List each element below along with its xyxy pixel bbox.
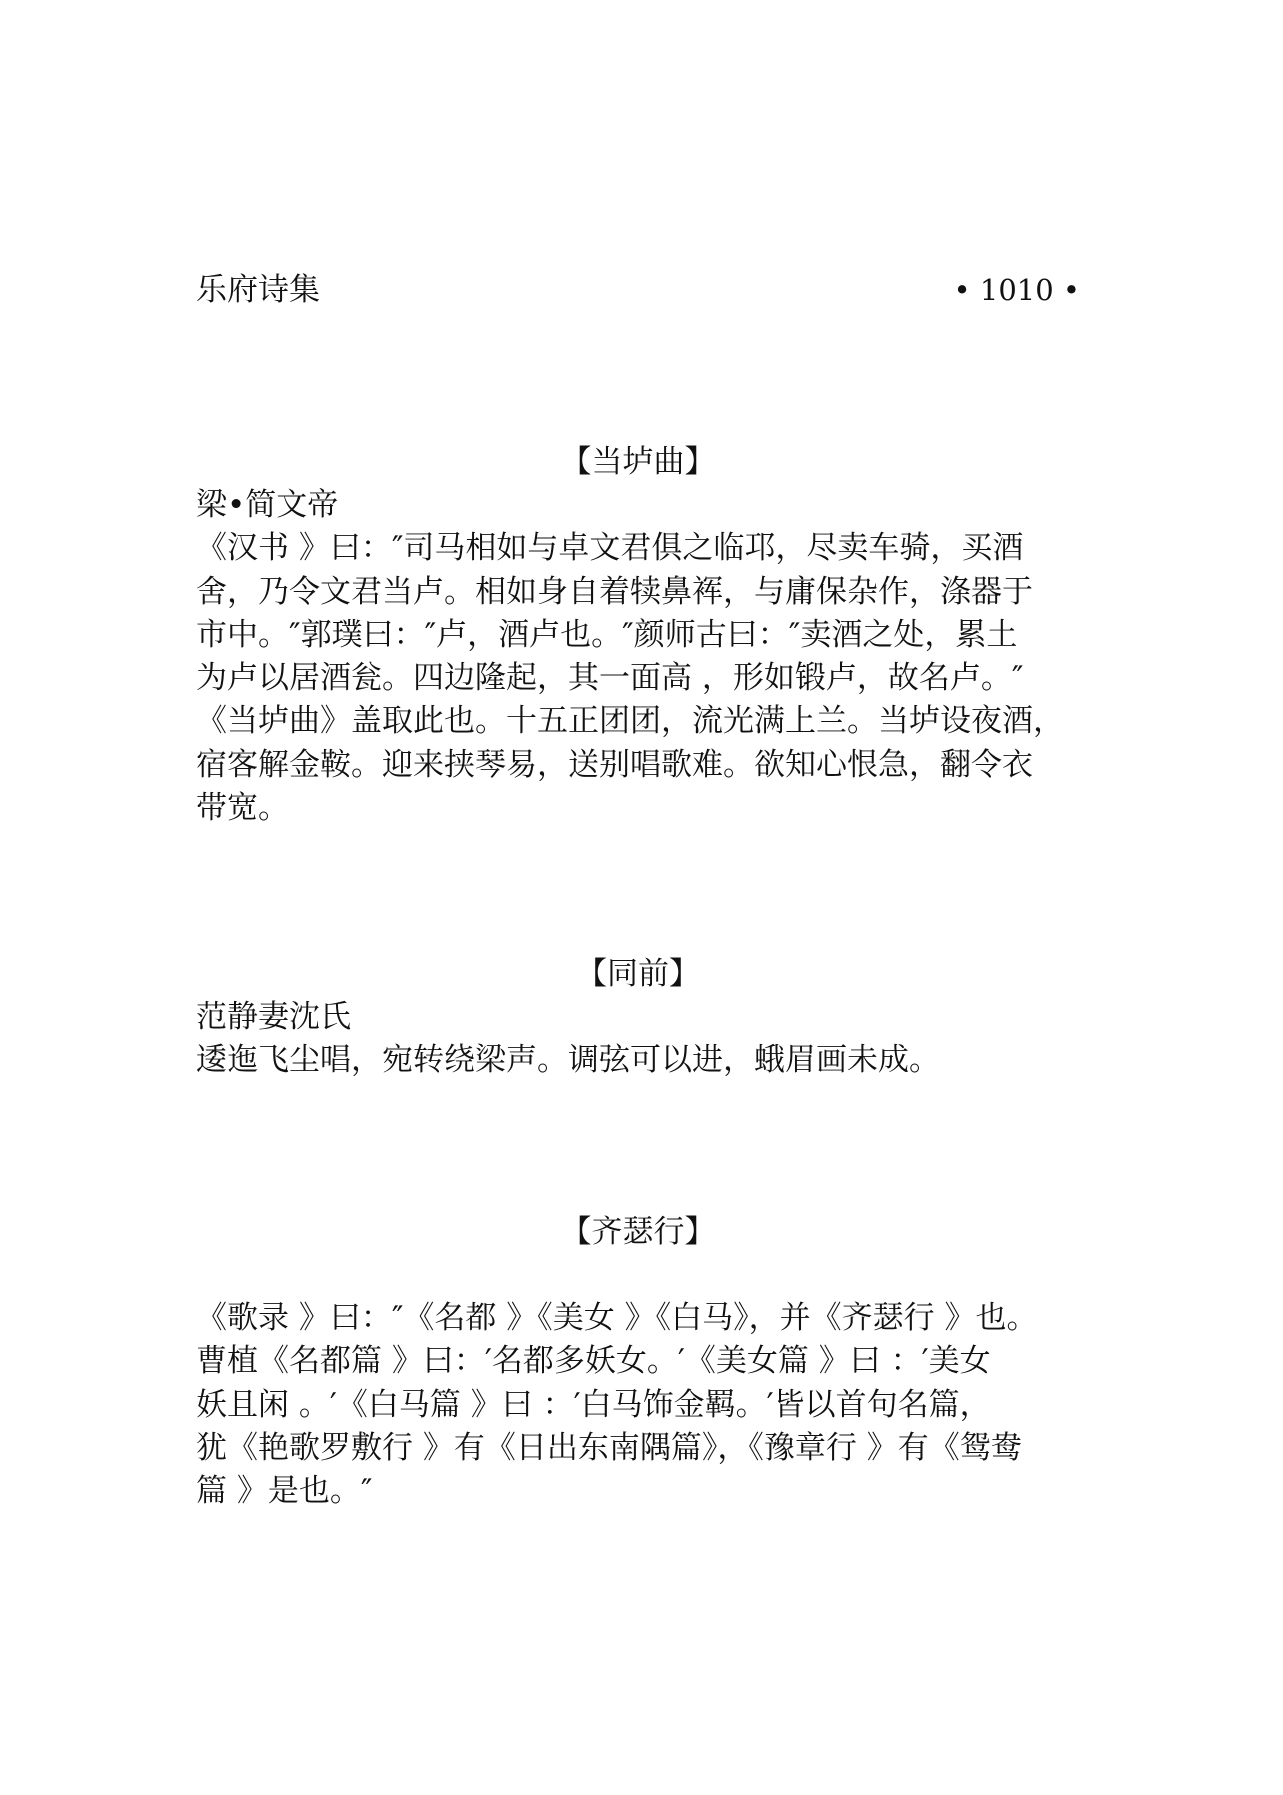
text-line: 带宽。 bbox=[196, 790, 289, 827]
page-header bbox=[196, 268, 1080, 312]
text-line: 市中。″郭璞曰：″卢，酒卢也。″颜师古曰：″卖酒之处，累土 bbox=[196, 616, 1018, 653]
text-line: 《汉书 》曰：″司马相如与卓文君俱之临邛，尽卖车骑，买酒 bbox=[196, 530, 1024, 567]
poem-section-tongqian bbox=[196, 953, 1096, 1083]
book-title: 乐府诗集 bbox=[196, 272, 320, 308]
text-line: 犹《艳歌罗敷行 》有《日出东南隅篇》，《豫章行 》有《鸳鸯 bbox=[196, 1429, 1022, 1466]
text-line: 宿客解金鞍。迎来挟琴易，送别唱歌难。欲知心恨急，翻令衣 bbox=[196, 746, 1033, 783]
text-line: 为卢以居酒瓮。四边隆起，其一面高 ，形如锻卢，故名卢。″ bbox=[196, 660, 1024, 697]
section-title bbox=[196, 441, 1080, 484]
section-title bbox=[196, 1211, 1080, 1254]
text-line: 逶迤飞尘唱，宛转绕梁声。调弦可以进，蛾眉画未成。 bbox=[196, 1042, 940, 1079]
text-line: 《当垆曲》盖取此也。十五正团团，流光满上兰。当垆设夜酒， bbox=[196, 703, 1064, 740]
section-title-text: 【齐瑟行】 bbox=[560, 1214, 716, 1250]
text-line: 妖且闲 。′《白马篇 》曰 ：′白马饰金羁。′皆以首句名篇， bbox=[196, 1386, 991, 1423]
section-title bbox=[196, 953, 1080, 996]
poem-section-dangluqu bbox=[196, 441, 1096, 830]
text-line: 舍，乃令文君当卢。相如身自着犊鼻裈，与庸保杂作，涤器于 bbox=[196, 573, 1033, 610]
text-line: 曹植《名都篇 》曰：′名都多妖女。′《美女篇 》曰 ：′美女 bbox=[196, 1343, 991, 1380]
poem-author: 范静妻沈氏 bbox=[196, 999, 351, 1035]
section-title-text: 【当垆曲】 bbox=[560, 444, 716, 480]
text-line: 《歌录 》曰：″《名都 》《美女 》《白马》，并《齐瑟行 》也。 bbox=[196, 1300, 1038, 1336]
blank-line bbox=[196, 1254, 1096, 1297]
section-title-text: 【同前】 bbox=[576, 956, 700, 992]
text-line: 篇 》是也。″ bbox=[196, 1473, 373, 1510]
page-number: • 1010 • bbox=[953, 273, 1080, 307]
poem-section-qisexing bbox=[196, 1211, 1096, 1513]
poem-author: 梁•简文帝 bbox=[196, 487, 339, 523]
